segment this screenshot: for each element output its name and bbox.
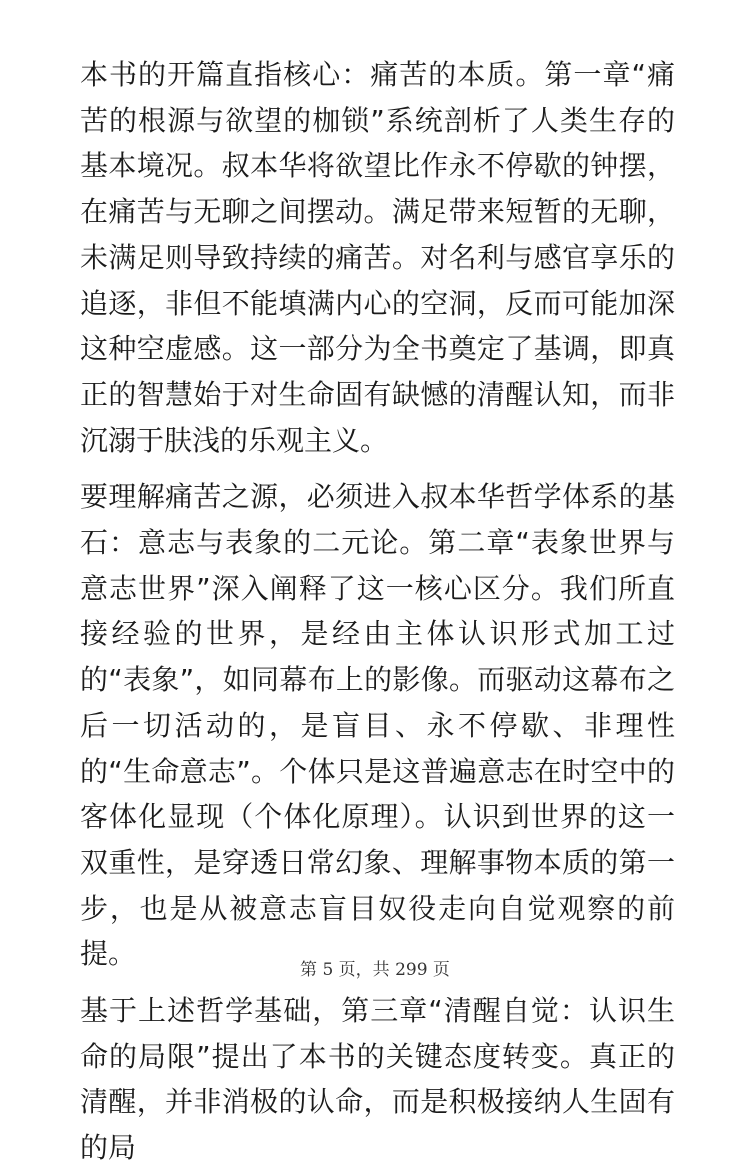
paragraph-3: 基于上述哲学基础，第三章“清醒自觉：认识生命的局限”提出了本书的关键态度转变。真正的清醒，并非消极的认命，而是积极接纳人生固有的局: [80, 994, 675, 1165]
page-number-footer: 第 5 页，共 299 页: [300, 960, 450, 980]
body-text: [80, 52, 675, 1171]
paragraph-1: 本书的开篇直指核心：痛苦的本质。第一章“痛苦的根源与欲望的枷锁”系统剖析了人类生存的基本境况。叔本华将欲望比作永不停歇的钟摆，在痛苦与无聊之间摆动。满足带来短暂的无聊，未满足则导致持续的痛苦。对名利与感官享乐的追逐，非但不能填满内心的空洞，反而可能加深这种空虚感。这一部分为全书奠定了基调，即真正的智慧始于对生命固有缺憾的清醒认知，而非沉溺于肤浅的乐观主义。: [80, 58, 675, 457]
paragraph-2: 要理解痛苦之源，必须进入叔本华哲学体系的基石：意志与表象的二元论。第二章“表象世界与意志世界”深入阐释了这一核心区分。我们所直接经验的世界，是经由主体认识形式加工过的“表象”，如同幕布上的影像。而驱动这幕布之后一切活动的，是盲目、永不停歇、非理性的“生命意志”。个体只是这普遍意志在时空中的客体化显现（个体化原理）。认识到世界的这一双重性，是穿透日常幻象、理解事物本质的第一步，也是从被意志盲目奴役走向自觉观察的前提。: [80, 480, 675, 971]
